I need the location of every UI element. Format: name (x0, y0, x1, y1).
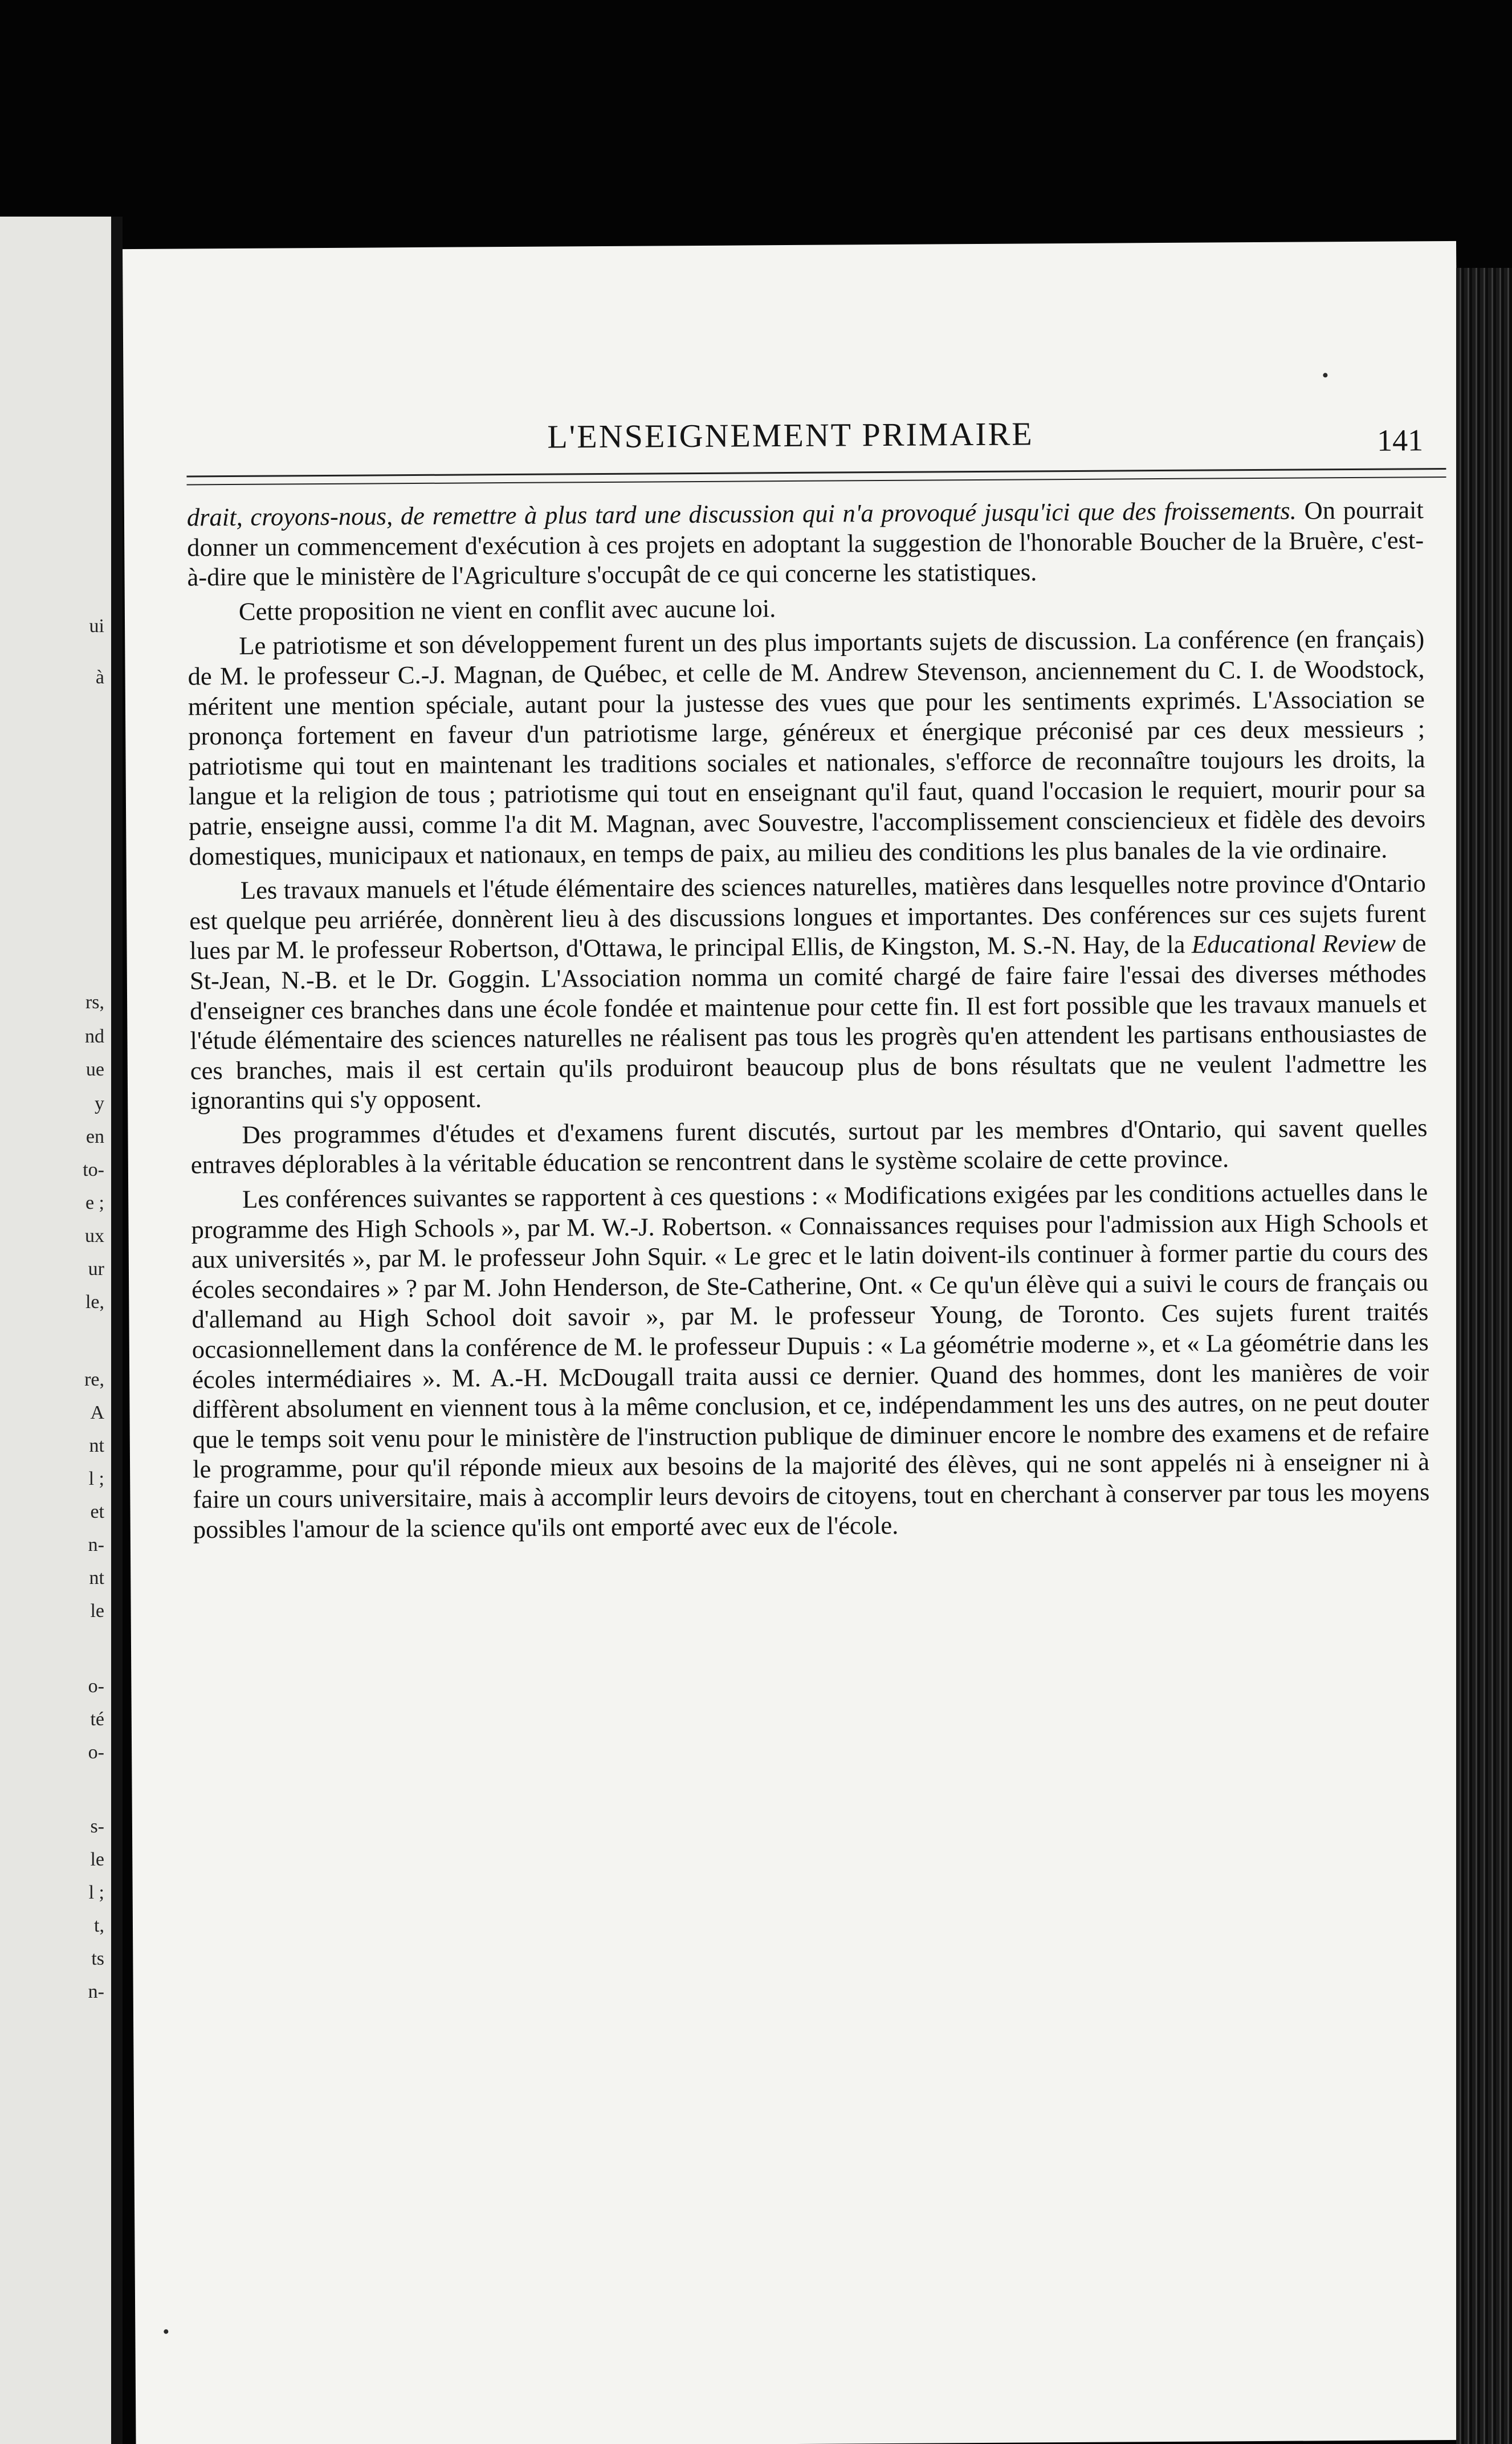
page-stack-edge (1456, 268, 1512, 2444)
book-gutter (111, 217, 123, 2444)
scan-speck (164, 2329, 168, 2334)
facing-page-fragments (0, 217, 111, 2444)
fragment: ur (88, 1258, 104, 1280)
fragment: l ; (88, 1468, 104, 1489)
facing-page-edge (0, 217, 111, 2444)
fragment: l ; (88, 1882, 104, 1903)
fragment: et (90, 1501, 104, 1522)
scan-speck (1323, 373, 1327, 377)
fragment: ux (85, 1225, 104, 1247)
page-body (187, 495, 1430, 1544)
fragment: nt (89, 1435, 104, 1456)
fragment: le (90, 1849, 104, 1870)
fragment: ue (85, 1059, 104, 1080)
fragment: té (90, 1709, 104, 1730)
fragment: A (90, 1402, 104, 1423)
paragraph: Les conférences suivantes se rapportent à ces questions : « Modifications exigées par les conditions actuelles dans le programme des High Schools », par M. W.-J. Robertson. « Connaissances requises pour l'admission aux High Schools et aux universités », par M. le professeur John Squir. « Le grec et le latin doivent-ils continuer à former partie du cours des écoles secondaires » ? par M. John Henderson, de Ste-Catherine, Ont. « Ce qu'un élève qui a suivi le cours de français ou d'allemand au High School doit savoir », par M. le professeur Young, de Toronto. Ces sujets furent traités occasionnellement dans la conférence de M. le professeur Dupuis : « La géométrie moderne », et « La géométrie dans les écoles intermédiaires ». M. A.-H. McDougall traita aussi ce dernier. Quand des hommes, dont les manières de voir diffèrent absolument en viennent tous à la même conclusion, et ce, indépendamment les uns des autres, on ne peut douter que le temps soit venu pour le ministère de l'instruction publique de diminuer encore le nombre des examens et de refaire le programme, pour qu'il réponde mieux aux besoins de la majorité des élèves, qui ne sont appelés ni à enseigner ni à faire un cours universitaire, mais à accomplir leurs devoirs de citoyens, tout en cherchant à conserver par tous les moyens possibles l'amour de la science qu'ils ont emporté avec eux de l'école. (191, 1178, 1430, 1544)
page-number: 141 (1376, 423, 1424, 458)
paragraph-continuation (187, 495, 1424, 592)
paragraph (189, 868, 1428, 1115)
fragment: e ; (85, 1192, 104, 1213)
fragment: n- (88, 1981, 104, 2002)
fragment: ts (91, 1948, 104, 1969)
fragment: en (85, 1126, 104, 1147)
fragment: o- (88, 1676, 104, 1697)
book-page (123, 241, 1470, 2444)
fragment: to- (83, 1159, 104, 1180)
fragment: y (95, 1093, 104, 1114)
paragraph: Le patriotisme et son développement furent un des plus importants sujets de discussion. La conférence (en français) de M. le professeur C.-J. Magnan, de Québec, et celle de M. Andrew Stevenson, anciennement du C. I. de Woodstock, méritent une mention spéciale, autant pour la justesse des vues que pour les sentiments exprimés. L'Association se prononça fortement en faveur d'un patriotisme large, généreux et énergique préconisé par ces deux messieurs ; patriotisme qui tout en maintenant les traditions sociales et nationales, s'efforce de reconnaître toujours les droits, la langue et la religion de tous ; patriotisme qui tout en enseignant qu'il faut, quand l'occasion le requiert, mourir pour sa patrie, enseigne aussi, comme l'a dit M. Magnan, avec Souvestre, l'accomplissement consciencieux et fidèle des devoirs domestiques, municipaux et nationaux, en temps de paix, au milieu des conditions les plus banales de la vie ordinaire. (188, 624, 1426, 870)
fragment: le (90, 1600, 104, 1622)
paragraph: Des programmes d'études et d'examens furent discutés, surtout par les membres d'Ontario, qui savent quelles entraves déplorables à la véritable éducation se rencontrent dans le système scolaire de cette province. (190, 1113, 1428, 1179)
fragment: nd (85, 1026, 104, 1047)
fragment: o- (88, 1742, 104, 1763)
paragraph-text: de St-Jean, N.-B. et le Dr. Goggin. L'Association nomma un comité chargé de faire faire l'essai des diverses méthodes d'enseigner ces branches dans une école fondée et maintenue pour cette fin. Il est fort possible que les travaux manuels et l'étude élémentaire des sciences naturelles ne réalisent pas tous les progrès qu'en attendent les partisans enthousiastes de ces branches, mais il est certain qu'ils produiront beaucoup plus de bons résultats que ne veulent l'admettre les ignorantins qui s'y opposent. (189, 928, 1427, 1115)
fragment: nt (89, 1567, 104, 1588)
page-header (124, 412, 1457, 466)
fragment: n- (88, 1534, 104, 1555)
header-rule (186, 468, 1446, 485)
fragment: re, (84, 1369, 104, 1390)
journal-title: Educational Review (1191, 928, 1396, 959)
fragment: t, (94, 1915, 104, 1936)
italic-lead: drait, croyons-nous, de remettre à plus tard une discussion qui n'a provoqué jusqu'ici que des froissements. (186, 496, 1297, 532)
fragment: à (95, 667, 104, 688)
fragment: rs, (85, 992, 104, 1013)
paragraph: Cette proposition ne vient en conflit avec aucune loi. (238, 593, 776, 626)
fragment: le, (85, 1292, 104, 1313)
paragraph-text: On pourrait donner un commencement d'exécution à ces projets en adoptant la suggestion de l'honorable Boucher de la Bruère, c'est-à-dire que le ministère de l'Agriculture s'occupât de ce qui concerne les statistiques. (187, 495, 1424, 592)
running-title: L'ENSEIGNEMENT PRIMAIRE (547, 415, 1034, 455)
fragment: s- (90, 1816, 104, 1837)
fragment: ui (89, 616, 104, 637)
paragraph-text: Les travaux manuels et l'étude élémentaire des sciences naturelles, matières dans lesquelles notre province d'Ontario est quelque peu arriérée, donnèrent lieu à des discussions longues et importantes. Des conférences sur ces sujets furent lues par M. le professeur Robertson, d'Ottawa, le principal Ellis, de Kingston, M. S.-N. Hay, de la (189, 869, 1427, 965)
